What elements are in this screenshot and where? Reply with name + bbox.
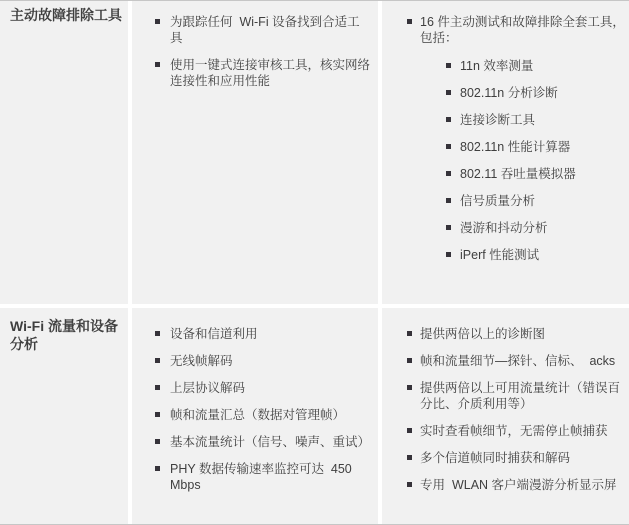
list-item-text: 设备和信道利用: [170, 327, 258, 341]
list-item: [155, 57, 372, 89]
row-header-wifi-traffic-analysis: Wi-Fi 流量和设备分析: [0, 308, 128, 524]
list-item-text: 实时查看帧细节，无需停止帧捕获: [420, 424, 608, 438]
list-item-text: 帧和流量细节—探针、信标、 acks: [420, 354, 616, 368]
list-item-text: 802.11n 性能计算器: [460, 140, 571, 154]
list-item: [407, 477, 627, 493]
list-item-text: 多个信道帧同时捕获和解码: [420, 451, 571, 465]
cell-troubleshooting-col-a: [132, 1, 378, 304]
bullet-list: [382, 14, 629, 263]
list-item: [446, 220, 627, 236]
bullet-list: [132, 326, 378, 493]
cell-troubleshooting-col-b: [382, 1, 629, 304]
list-item-text: 无线帧解码: [170, 354, 233, 368]
list-item: [155, 326, 372, 342]
list-item-text: iPerf 性能测试: [460, 248, 540, 262]
list-item-text: 帧和流量汇总（数据对管理帧）: [170, 408, 346, 422]
bullet-list: [382, 326, 629, 493]
list-item-text: 提供两倍以上的诊断图: [420, 327, 546, 341]
list-item: [155, 353, 372, 369]
list-item-text: 漫游和抖动分析: [460, 221, 548, 235]
list-item-text: PHY 数据传输速率监控可达 450 Mbps: [170, 462, 356, 492]
bullet-list: [132, 14, 378, 89]
list-item: [446, 112, 627, 128]
list-item-text: 提供两倍以上可用流量统计（错误百分比、介质利用等）: [420, 381, 621, 411]
list-item: [407, 380, 627, 412]
list-item: [155, 434, 372, 450]
list-item: [155, 14, 372, 46]
list-item: [446, 58, 627, 74]
list-item-text: 802.11 吞吐量模拟器: [460, 167, 576, 181]
row-header-troubleshooting-tools: 主动故障排除工具: [0, 1, 128, 304]
list-item: [446, 247, 627, 263]
list-item: [446, 85, 627, 101]
list-item-text: 为跟踪任何 Wi-Fi 设备找到合适工具: [170, 15, 360, 45]
list-item-text: 802.11n 分析诊断: [460, 86, 558, 100]
list-item-text: 信号质量分析: [460, 194, 536, 208]
list-item: [446, 193, 627, 209]
list-item-text: 使用一键式连接审核工具，核实网络连接性和应用性能: [170, 58, 371, 88]
list-item: [155, 461, 372, 493]
list-item: [407, 14, 627, 263]
list-item-text: 连接诊断工具: [460, 113, 536, 127]
list-item-text: 11n 效率测量: [460, 59, 534, 73]
list-item: [446, 139, 627, 155]
list-item-text: 16 件主动测试和故障排除全套工具，包括：: [420, 15, 625, 45]
sub-bullet-list: [420, 58, 627, 263]
list-item: [446, 166, 627, 182]
list-item: [407, 353, 627, 369]
list-item: [155, 407, 372, 423]
list-item: [407, 423, 627, 439]
list-item: [407, 450, 627, 466]
list-item-text: 上层协议解码: [170, 381, 246, 395]
cell-analysis-col-b: [382, 308, 629, 524]
list-item-text: 专用 WLAN 客户端漫游分析显示屏: [420, 478, 617, 492]
list-item: [155, 380, 372, 396]
list-item: [407, 326, 627, 342]
cell-analysis-col-a: [132, 308, 378, 524]
list-item-text: 基本流量统计（信号、噪声、重试）: [170, 435, 371, 449]
